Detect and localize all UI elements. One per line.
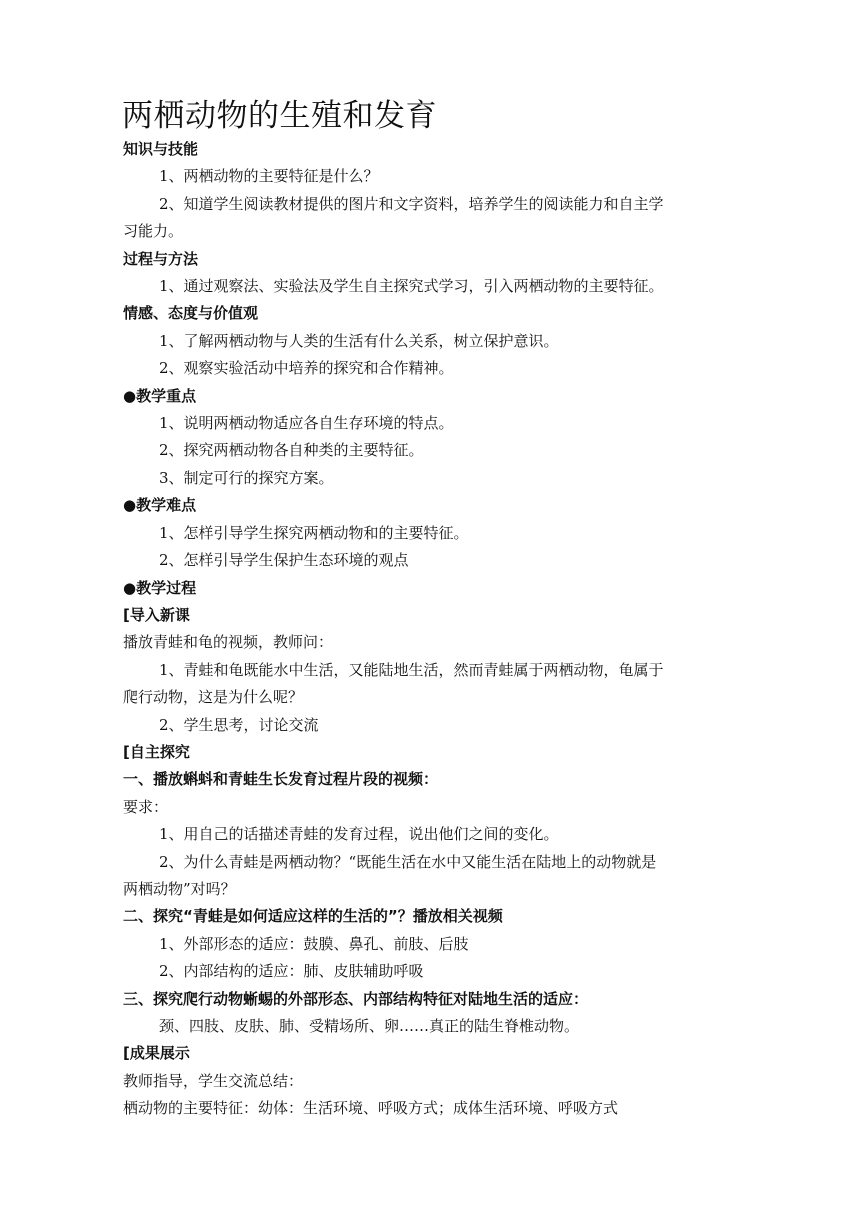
section-heading: 知识与技能 (123, 140, 199, 158)
document-page (123, 96, 743, 1123)
paragraph-line: 栖动物的主要特征：幼体：生活环境、呼吸方式；成体生活环境、呼吸方式 (123, 1099, 619, 1118)
list-item: 3、制定可行的探究方案。 (159, 468, 334, 487)
list-item: 2、知道学生阅读教材提供的图片和文字资料，培养学生的阅读能力和自主学 (159, 194, 664, 213)
list-item: 2、探究两栖动物各自种类的主要特征。 (159, 441, 424, 460)
list-item: 2、观察实验活动中培养的探究和合作精神。 (159, 359, 454, 378)
document-title: 两栖动物的生殖和发育 (122, 98, 437, 134)
section-heading: ●教学难点 (123, 496, 197, 515)
section-heading: [自主探究 (123, 742, 190, 761)
list-item: 2、内部结构的适应：肺、皮肤辅助呼吸 (159, 962, 424, 981)
list-item: 1、两栖动物的主要特征是什么？ (159, 167, 379, 186)
document-body (123, 136, 743, 1123)
section-heading: 二、探究“青蛙是如何适应这样的生活的”？播放相关视频 (123, 907, 503, 926)
list-item: 2、怎样引导学生保护生态环境的观点 (159, 551, 409, 570)
paragraph-line: 要求： (123, 797, 169, 816)
list-item: 2、为什么青蛙是两栖动物？“既能生活在水中又能生活在陆地上的动物就是 (159, 852, 657, 871)
paragraph-line: 习能力。 (123, 222, 184, 241)
paragraph-line: 播放青蛙和龟的视频，教师问： (123, 633, 334, 652)
section-heading: [导入新课 (123, 605, 190, 624)
section-heading: 三、探究爬行动物蜥蜴的外部形态、内部结构特征对陆地生活的适应： (123, 989, 589, 1008)
paragraph-line: 教师指导，学生交流总结： (123, 1071, 304, 1090)
section-heading: 情感、态度与价值观 (123, 304, 259, 323)
list-item: 1、青蛙和龟既能水中生活，又能陆地生活，然而青蛙属于两栖动物，龟属于 (159, 660, 664, 679)
section-heading: 一、播放蝌蚪和青蛙生长发育过程片段的视频： (123, 770, 439, 789)
list-item: 颈、四肢、皮肤、肺、受精场所、卵……真正的陆生脊椎动物。 (159, 1017, 580, 1035)
list-item: 1、通过观察法、实验法及学生自主探究式学习，引入两栖动物的主要特征。 (159, 277, 664, 296)
list-item: 1、外部形态的适应：鼓膜、鼻孔、前肢、后肢 (159, 934, 469, 953)
section-heading: 过程与方法 (123, 249, 199, 268)
list-item: 1、了解两栖动物与人类的生活有什么关系，树立保护意识。 (159, 331, 559, 350)
list-item: 1、怎样引导学生探究两栖动物和的主要特征。 (159, 523, 469, 542)
section-heading: [成果展示 (123, 1044, 190, 1063)
section-heading: ●教学过程 (123, 578, 197, 597)
list-item: 1、用自己的话描述青蛙的发育过程，说出他们之间的变化。 (159, 825, 559, 844)
paragraph-line: 两栖动物”对吗？ (123, 879, 236, 898)
paragraph-line: 爬行动物，这是为什么呢？ (123, 688, 304, 707)
section-heading: ●教学重点 (123, 386, 197, 405)
list-item: 2、学生思考，讨论交流 (159, 715, 319, 734)
list-item: 1、说明两栖动物适应各自生存环境的特点。 (159, 414, 454, 433)
